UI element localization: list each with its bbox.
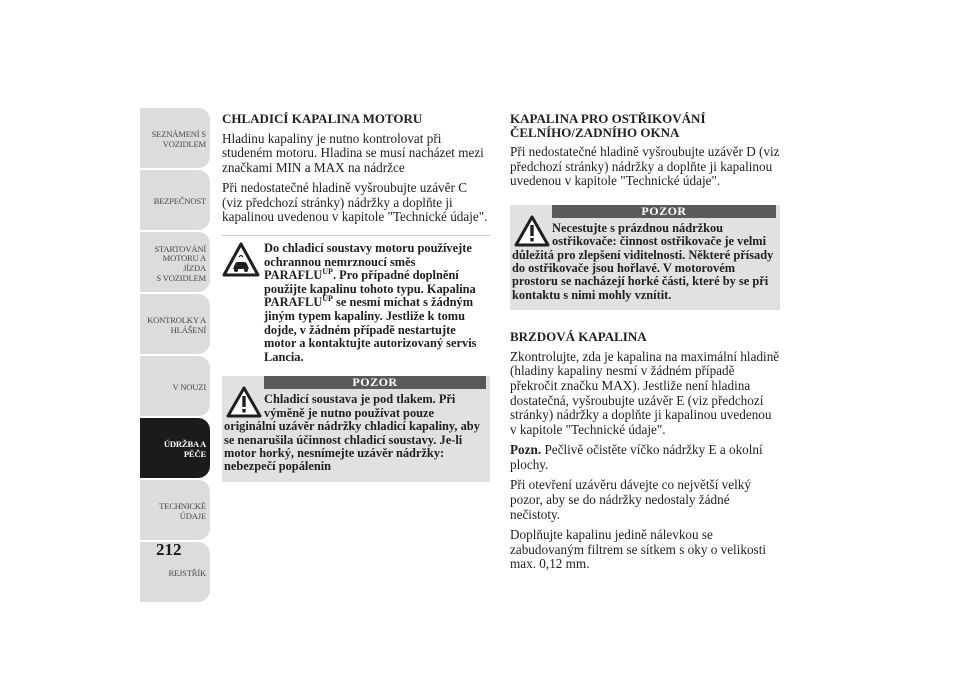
warning-triangle-icon [226, 386, 262, 418]
coolant-paragraph-1: Hladinu kapaliny je nutno kontrolovat při studeném motoru. Hladina se musí nacházet mezi značkami MIN a MAX na nádržce [222, 130, 484, 175]
tab-v-nouzi[interactable]: V NOUZI [140, 356, 210, 416]
note-label: Pozn. [510, 442, 542, 458]
tab-bezpecnost[interactable]: BEZPEČNOST [140, 170, 210, 230]
warning-triangle-icon [514, 215, 550, 247]
brake-paragraph-4: Doplňujte kapalinu jedině nálevkou se zabudovaným filtrem se sítkem s oky o velikosti max. 0,12 mm. [510, 527, 767, 572]
tab-udrzba-active[interactable]: ÚDRŽBA A PÉČE [140, 418, 210, 478]
washer-warning-title-bar: POZOR [552, 205, 776, 218]
tab-startovani[interactable]: STARTOVÁNÍ MOTORU A JÍZDA S VOZIDLEM [140, 232, 210, 292]
note-text: Pečlivě očistěte víčko nádržky E a okolní plochy. [510, 442, 763, 472]
warning-rest: originální uzávěr nádržky chladicí kapaliny, aby se nenarušila účinnost chladicí soustavy. Je-li motor horký, nesnímejte uzávěr nádržky: nebezpečí popálenin [224, 419, 480, 474]
coolant-heading: CHLADICÍ KAPALINA MOTORU [222, 111, 423, 126]
washer-paragraph: Při nedostatečné hladině vyšroubujte uzávěr D (viz předchozí stránky) nádržky a doplňte ji kapalinou uvedenou v kapitole "Technické údaje". [510, 144, 780, 189]
coolant-pressure-warning [222, 376, 490, 481]
brake-note [510, 443, 780, 472]
coolant-paragraph-2: Při nedostatečné hladině vyšroubujte uzávěr C (viz předchozí stránky) nádržky a doplňte ji kapalinou uvedenou v kapitole "Technické údaje". [222, 180, 488, 225]
caution-line-3: se nesmí míchat s žádným jiným typem kapaliny. Jestliže k tomu dojde, v žádném případě nestartujte motor a kontaktujte autorizovaný servis Lancia. [264, 295, 477, 364]
warning-title-bar: POZOR [264, 376, 486, 389]
tab-technicke-udaje[interactable]: TECHNICKÉ ÚDAJE [140, 480, 210, 540]
washer-heading: KAPALINA PRO OSTŘIKOVÁNÍ ČELNÍHO/ZADNÍHO OKNA [510, 111, 706, 140]
caution-sup-2: UP [322, 294, 333, 304]
tab-seznameni[interactable]: SEZNÁMENÍ S VOZIDLEM [140, 108, 210, 168]
right-column [510, 112, 780, 578]
page-number: 212 [156, 540, 182, 559]
car-warning-triangle-icon [222, 242, 260, 278]
brake-paragraph: Zkontrolujte, zda je kapalina na maximální hladině (hladiny kapaliny nesmí v žádném případě překročit značku MAX). Jestliže není hladina dostatečná, vyšroubujte uzávěr E (viz předchozí stránky) nádržky a doplňte ji kapalinou uvedenou v kapitole "Technické údaje". [510, 348, 780, 437]
washer-warning-first: Necestujte s prázdnou nádržkou ostřikovače: činnost ostřikovače je velmi [552, 220, 767, 249]
warning-first-lines: Chladicí soustava je pod tlakem. Při výměně je nutno používat pouze [264, 392, 456, 420]
caution-sup-1: UP [322, 267, 333, 277]
washer-warning [510, 205, 780, 310]
washer-warning-rest: důležitá pro zlepšení viditelnosti. Některé přísady do ostřikovače jsou hořlavé. V motorovém prostoru se nacházejí horké části, které by se při kontaktu s nimi mohly vznítit. [512, 247, 774, 302]
left-column [222, 112, 490, 482]
tab-rejstrik[interactable]: REJSTŘÍK [140, 542, 210, 602]
brake-paragraph-3: Při otevření uzávěru dávejte co největší velký pozor, aby se do nádržky nedostaly žádné nečistoty. [510, 477, 751, 522]
caution-line-1: Do chladicí soustavy motoru používejte ochrannou nemrznoucí směs PARAFLU [264, 241, 472, 283]
caution-line-2: . Pro případné doplnění použijte kapalinu tohoto typu. Kapalina PARAFLU [264, 268, 476, 310]
coolant-caution-note [222, 235, 490, 364]
brake-fluid-heading: BRZDOVÁ KAPALINA [510, 329, 647, 345]
tab-kontrolky[interactable]: KONTROLKY A HLÁŠENÍ [140, 294, 210, 354]
